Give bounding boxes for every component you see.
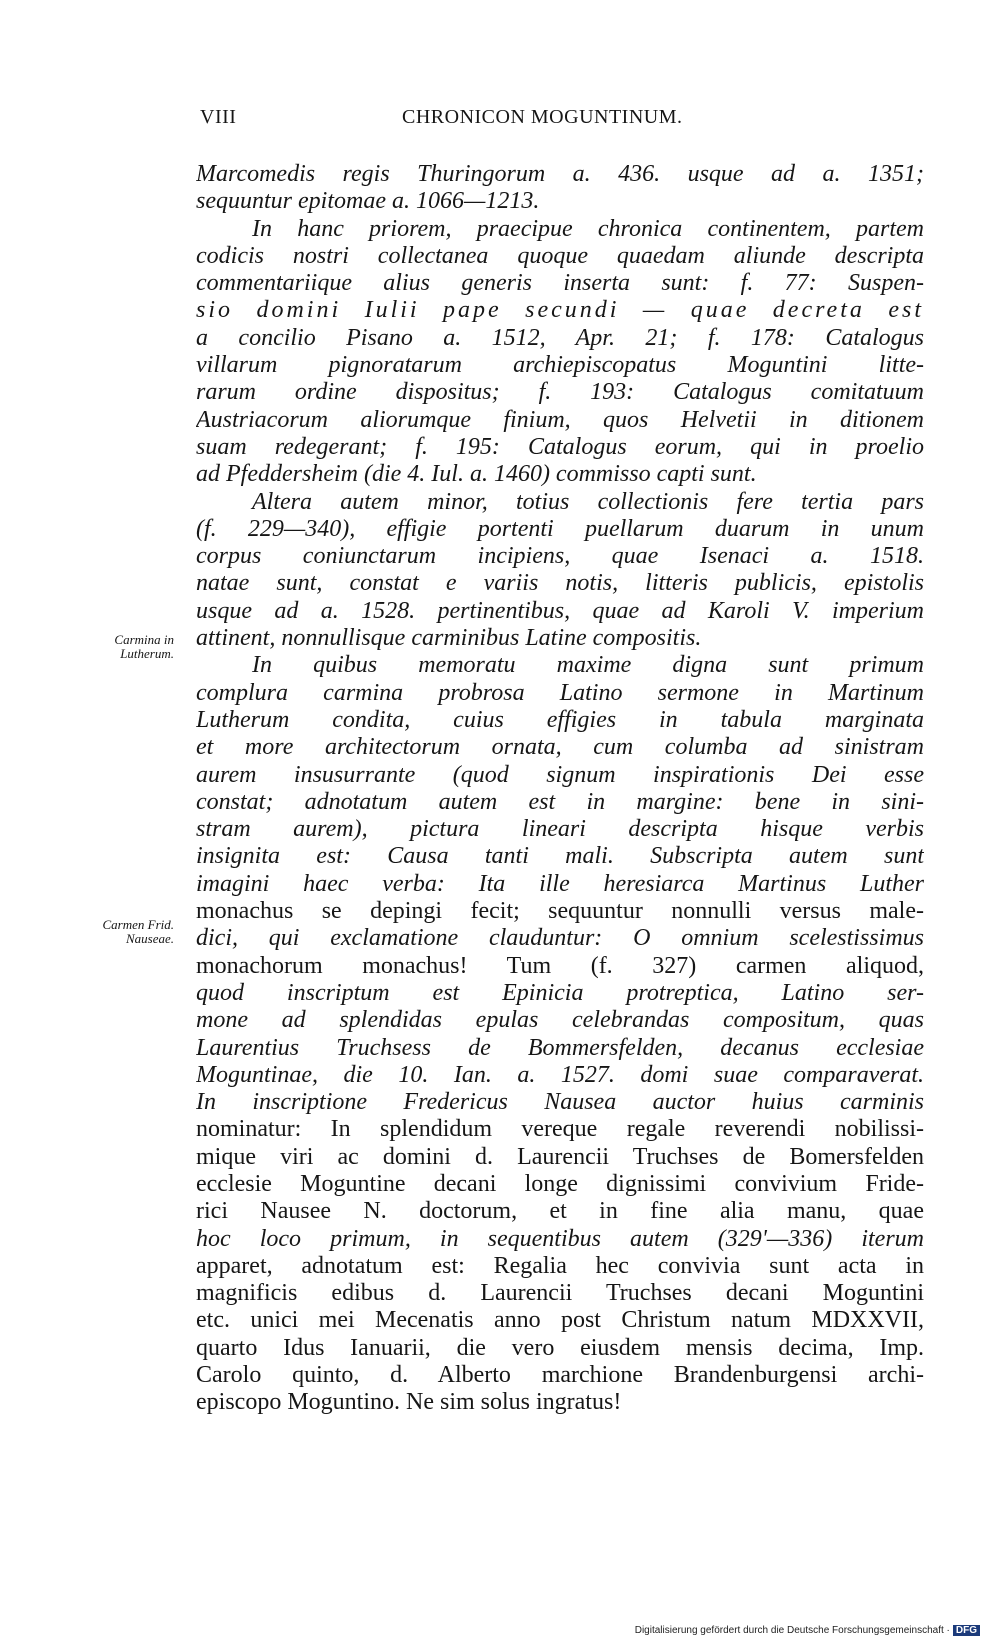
text-line: nominatur: In splendidum vereque regale reverendi nobilissi- [196,1116,924,1143]
text-line: hoc loco primum, in sequentibus autem (329'—336) iterum [196,1225,924,1252]
text-line: Austriacorum aliorumque finium, quos Helvetii in ditionem [196,406,924,433]
text-line: mone ad splendidas epulas celebrandas compositum, quas [196,1007,924,1034]
text-line: (f. 229—340), effigie portenti puellarum duarum in unum [196,515,924,542]
text-line: villarum pignoratarum archiepiscopatus Moguntini litte- [196,352,924,379]
text-line: In inscriptione Fredericus Nausea auctor huius carminis [196,1089,924,1116]
digitization-footer [635,1625,980,1636]
text-line: episcopo Moguntino. Ne sim solus ingratus! [196,1389,622,1416]
text-line: etc. unici mei Mecenatis anno post Christum natum MDXXVII, [196,1307,924,1334]
text-line: usque ad a. 1528. pertinentibus, quae ad Karoli V. imperium [196,597,924,624]
text-line: Moguntinae, die 10. Ian. a. 1527. domi suae comparaverat. [196,1061,924,1088]
text-line: rici Nausee N. doctorum, et in fine alia manu, quae [196,1198,924,1225]
dfg-logo: DFG [953,1625,980,1636]
text-line: commentariique alius generis inserta sunt: f. 77: Suspen- [196,270,924,297]
running-header [200,106,922,136]
margin-note-carmen-frid-nauseae: Carmen Frid. Nauseae. [102,917,174,946]
text-line: mique viri ac domini d. Laurencii Truchses de Bomersfelden [196,1143,924,1170]
text-line: sequuntur epitomae a. 1066—1213. [196,188,540,215]
text-line: aurem insusurrante (quod signum inspirationis Dei esse [196,761,924,788]
text-line: imagini haec verba: Ita ille heresiarca Martinus Luther [196,870,924,897]
text-line: quod inscriptum est Epinicia protreptica, Latino ser- [196,979,924,1006]
text-line: Carolo quinto, d. Alberto marchione Brandenburgensi archi- [196,1362,924,1389]
text-line: rarum ordine dispositus; f. 193: Catalogus comitatuum [196,379,924,406]
text-line: natae sunt, constat e variis notis, litteris publicis, epistolis [196,570,924,597]
text-line: Lutherum condita, cuius effigies in tabula marginata [196,706,924,733]
running-title: CHRONICON MOGUNTINUM. [402,106,683,128]
text-line: suam redegerant; f. 195: Catalogus eorum, qui in proelio [196,433,924,460]
text-line: monachorum monachus! Tum (f. 327) carmen aliquod, [196,952,924,979]
text-line: Altera autem minor, totius collectionis fere tertia pars [252,488,924,515]
body-text [196,161,924,1417]
text-line: In quibus memoratu maxime digna sunt primum [252,652,924,679]
text-line: monachus se depingi fecit; sequuntur nonnulli versus male- [196,898,924,925]
text-line: corpus coniunctarum incipiens, quae Isenaci a. 1518. [196,543,924,570]
text-line: magnificis edibus d. Laurencii Truchses decani Moguntini [196,1280,924,1307]
text-line: In hanc priorem, praecipue chronica continentem, partem [252,215,924,242]
text-line: quarto Idus Ianuarii, die vero eiusdem mensis decima, Imp. [196,1334,924,1361]
text-line: a concilio Pisano a. 1512, Apr. 21; f. 178: Catalogus [196,324,924,351]
text-line: insignita est: Causa tanti mali. Subscripta autem sunt [196,843,924,870]
text-line: sio domini Iulii pape secundi — quae decreta est [196,297,924,324]
page-number: VIII [200,106,237,128]
text-line: et more architectorum ornata, cum columba ad sinistram [196,734,924,761]
text-line: dici, qui exclamatione clauduntur: O omnium scelestissimus [196,925,924,952]
text-line: complura carmina probrosa Latino sermone in Martinum [196,679,924,706]
text-line: ad Pfeddersheim (die 4. Iul. a. 1460) commisso capti sunt. [196,461,757,488]
text-line: Laurentius Truchsess de Bommersfelden, decanus ecclesiae [196,1034,924,1061]
text-line: apparet, adnotatum est: Regalia hec convivia sunt acta in [196,1252,924,1279]
footer-text: Digitalisierung gefördert durch die Deutsche Forschungsgemeinschaft · [634,1625,950,1636]
margin-note-carmina-in-lutherum: Carmina in Lutherum. [114,632,174,661]
text-line: codicis nostri collectanea quoque quaedam aliunde descripta [196,242,924,269]
text-line: Marcomedis regis Thuringorum a. 436. usque ad a. 1351; [196,161,924,187]
text-line: ecclesie Moguntine decani longe dignissimi convivium Fride- [196,1170,924,1197]
text-line: attinent, nonnullisque carminibus Latine compositis. [196,625,702,652]
text-line: stram aurem), pictura lineari descripta hisque verbis [196,816,924,843]
text-line: constat; adnotatum autem est in margine: bene in sini- [196,788,924,815]
